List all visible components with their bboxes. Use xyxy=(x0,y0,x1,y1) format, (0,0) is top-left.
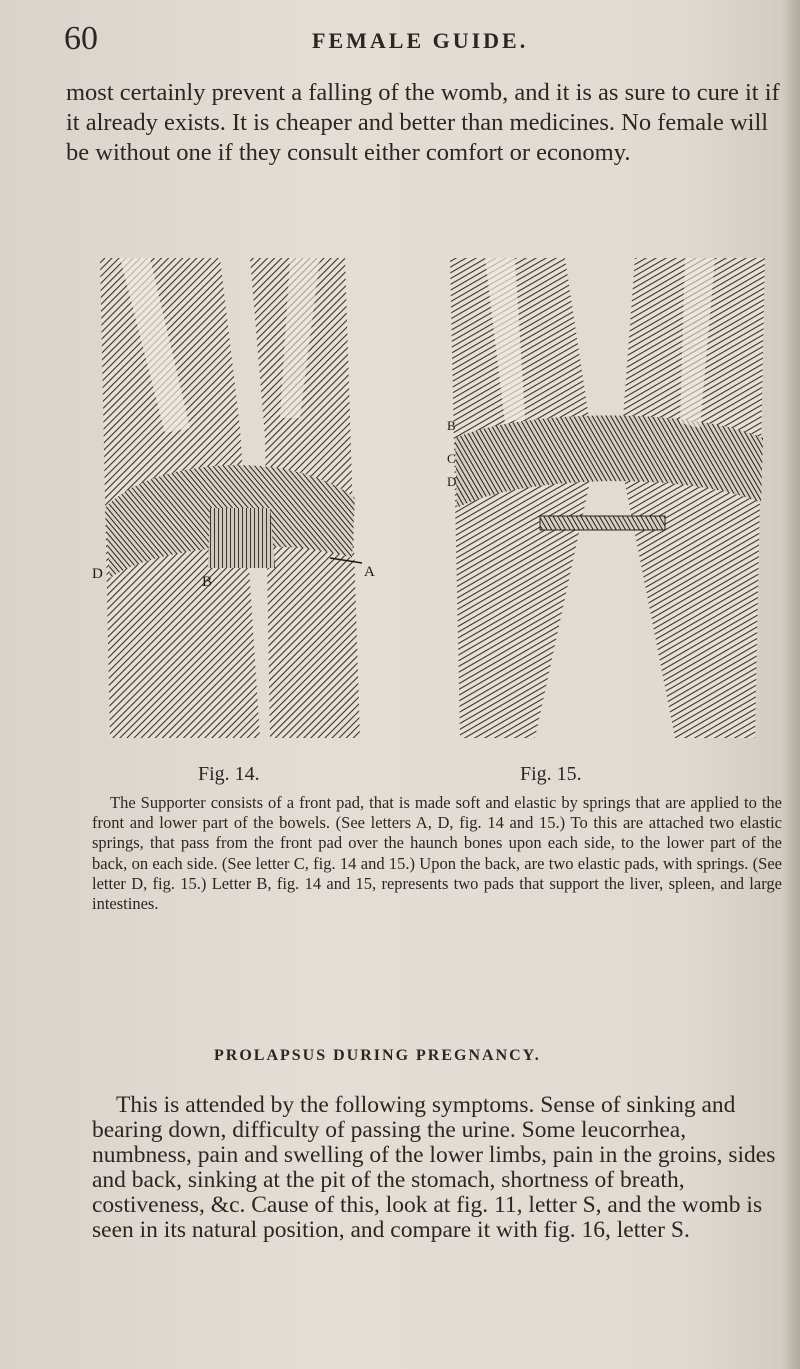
section-heading: PROLAPSUS DURING PREGNANCY. xyxy=(214,1047,541,1064)
fig-15-supporter-illustration xyxy=(445,258,770,758)
fig-15-caption: Fig. 15. xyxy=(520,763,582,785)
fig-15-label-c: C xyxy=(447,451,456,466)
fig-14-caption: Fig. 14. xyxy=(198,763,260,785)
figures-illustration xyxy=(90,258,770,758)
fig-14-label-d: D xyxy=(92,566,103,582)
fig-15-label-d: D xyxy=(447,474,457,489)
fig-14-label-a: A xyxy=(364,564,375,580)
page-number: 60 xyxy=(64,20,98,57)
fig-15-label-b: B xyxy=(447,418,456,433)
symptoms-paragraph: This is attended by the following symptoms. Sense of sinking and bearing down, difficulty of passing the urine. Some leucorrhea, numbness, pain and swelling of the lower limbs, pain in the groins, sides and back, sinking at the pit of the stomach, shortness of breath, costiveness, &c. Cause of this, look at fig. 11, letter S, and the womb is seen in its natural position, and compare it with fig. 16, letter S. xyxy=(92,1092,776,1243)
supporter-paragraph: The Supporter consists of a front pad, that is made soft and elastic by springs that are applied to the front and lower part of the bowels. (See letters A, D, fig. 14 and 15.) To this are attached two elastic springs, that pass from the front pad over the haunch bones upon each side, to the lower part of the back, on each side. (See letter C, fig. 14 and 15.) Upon the back, are two elastic pads, with springs. (See letter D, fig. 15.) Letter B, fig. 14 and 15, represents two pads that support the liver, spleen, and large intestines. xyxy=(92,793,782,914)
fig-14-supporter-illustration xyxy=(90,258,380,758)
running-head: FEMALE GUIDE. xyxy=(312,28,529,53)
page-header xyxy=(64,20,764,60)
fig-14-label-b: B xyxy=(202,574,213,590)
intro-paragraph: most certainly prevent a falling of the womb, and it is as sure to cure it if it already exists. It is cheaper and better than medicines. No female will be without one if they consult either comfort or economy. xyxy=(66,79,780,166)
